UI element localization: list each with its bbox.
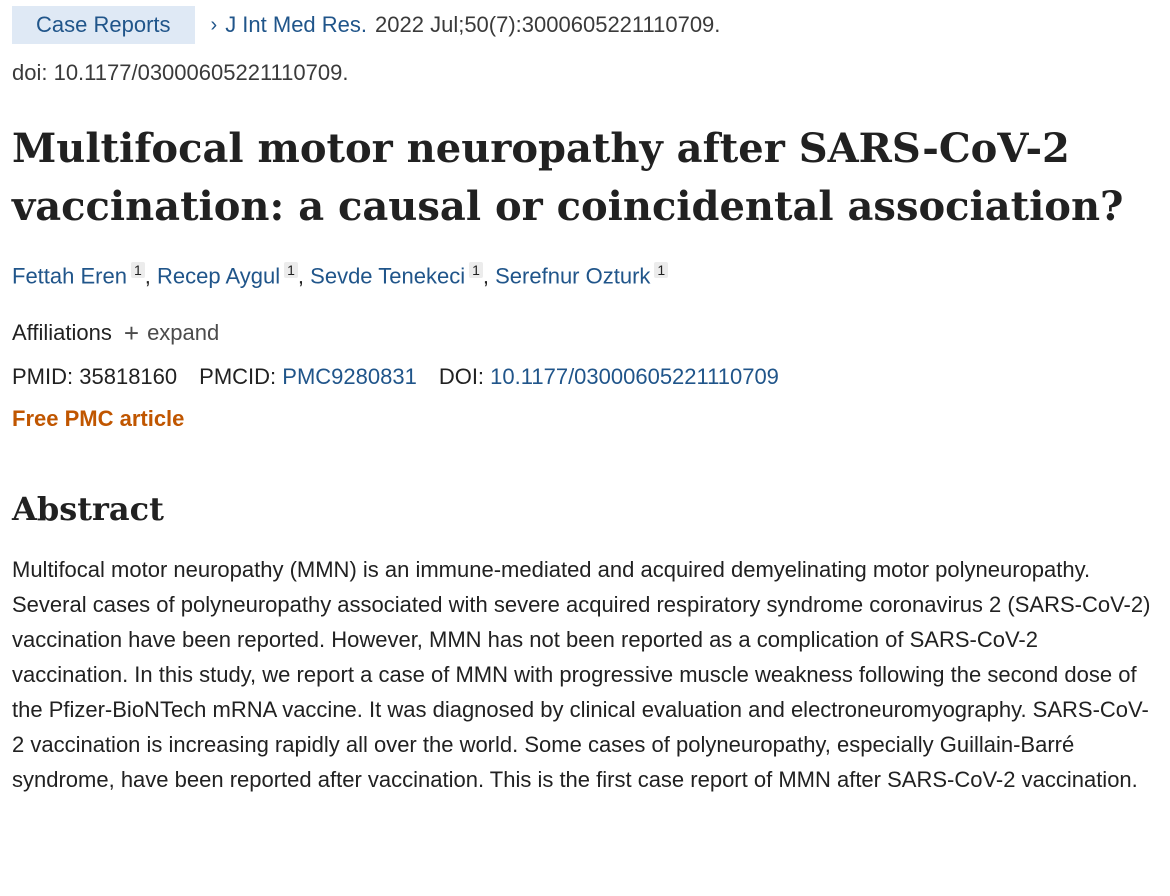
free-pmc-article-badge: Free PMC article [12,406,185,431]
article-title: Multifocal motor neuropathy after SARS-CoV-2 vaccination: a causal or coincidental association? [12,125,1124,230]
identifiers-row [12,364,779,390]
author-link[interactable]: Fettah Eren [12,263,127,289]
affiliation-number[interactable]: 1 [131,262,145,278]
pmid-value: 35818160 [79,364,178,389]
citation-details: 2022 Jul;50(7):3000605221110709. [375,12,721,37]
journal-name: J Int Med Res. [225,12,368,37]
doi-link[interactable]: 10.1177/03000605221110709 [490,364,779,389]
pmid-label: PMID: [12,364,74,389]
publication-type-badge[interactable]: Case Reports [12,6,195,44]
expand-label: expand [147,320,220,345]
affiliation-number[interactable]: 1 [654,262,668,278]
journal-link[interactable] [211,12,368,38]
pmcid-label: PMCID: [199,364,277,389]
affiliations-row [12,320,219,346]
abstract-heading: Abstract [12,490,164,528]
citation-header [12,6,720,44]
author-link[interactable]: Serefnur Ozturk [495,263,651,289]
doi-text: doi: 10.1177/03000605221110709. [12,60,349,85]
affiliation-number[interactable]: 1 [284,262,298,278]
author-list: Fettah Eren $^1$ , Recep Aygul $^1$ , Sevde Tenekeci $^1$ , Serefnur Ozturk $^1$ [12,262,668,289]
author-link[interactable]: Sevde Tenekeci [310,263,466,289]
affiliation-number[interactable]: 1 [469,262,483,278]
author-link[interactable]: Recep Aygul [156,263,281,289]
expand-affiliations-button[interactable] [124,320,219,346]
pmcid-link[interactable]: PMC9280831 [282,364,417,389]
plus-icon: + [123,318,140,348]
chevron-right-icon: › [210,13,218,36]
affiliations-label: Affiliations [12,320,112,345]
abstract-text: Multifocal motor neuropathy (MMN) is an immune-mediated and acquired demyelinating motor polyneuropathy. Several cases of polyneuropathy associated with severe acquired respiratory syndrome coronavirus 2 (SARS-CoV-2) vaccination have been reported. However, MMN has not been reported as a complication of SARS-CoV-2 vaccination. In this study, we report a case of MMN with progressive muscle weakness following the second dose of the Pfizer-BioNTech mRNA vaccine. It was diagnosed by clinical evaluation and electroneuromyography. SARS-CoV-2 vaccination is increasing rapidly all over the world. Some cases of polyneuropathy, especially Guillain-Barré syndrome, have been reported after vaccination. This is the first case report of MMN after SARS-CoV-2 vaccination. [12,557,1151,792]
doi-label: DOI: [438,364,485,389]
